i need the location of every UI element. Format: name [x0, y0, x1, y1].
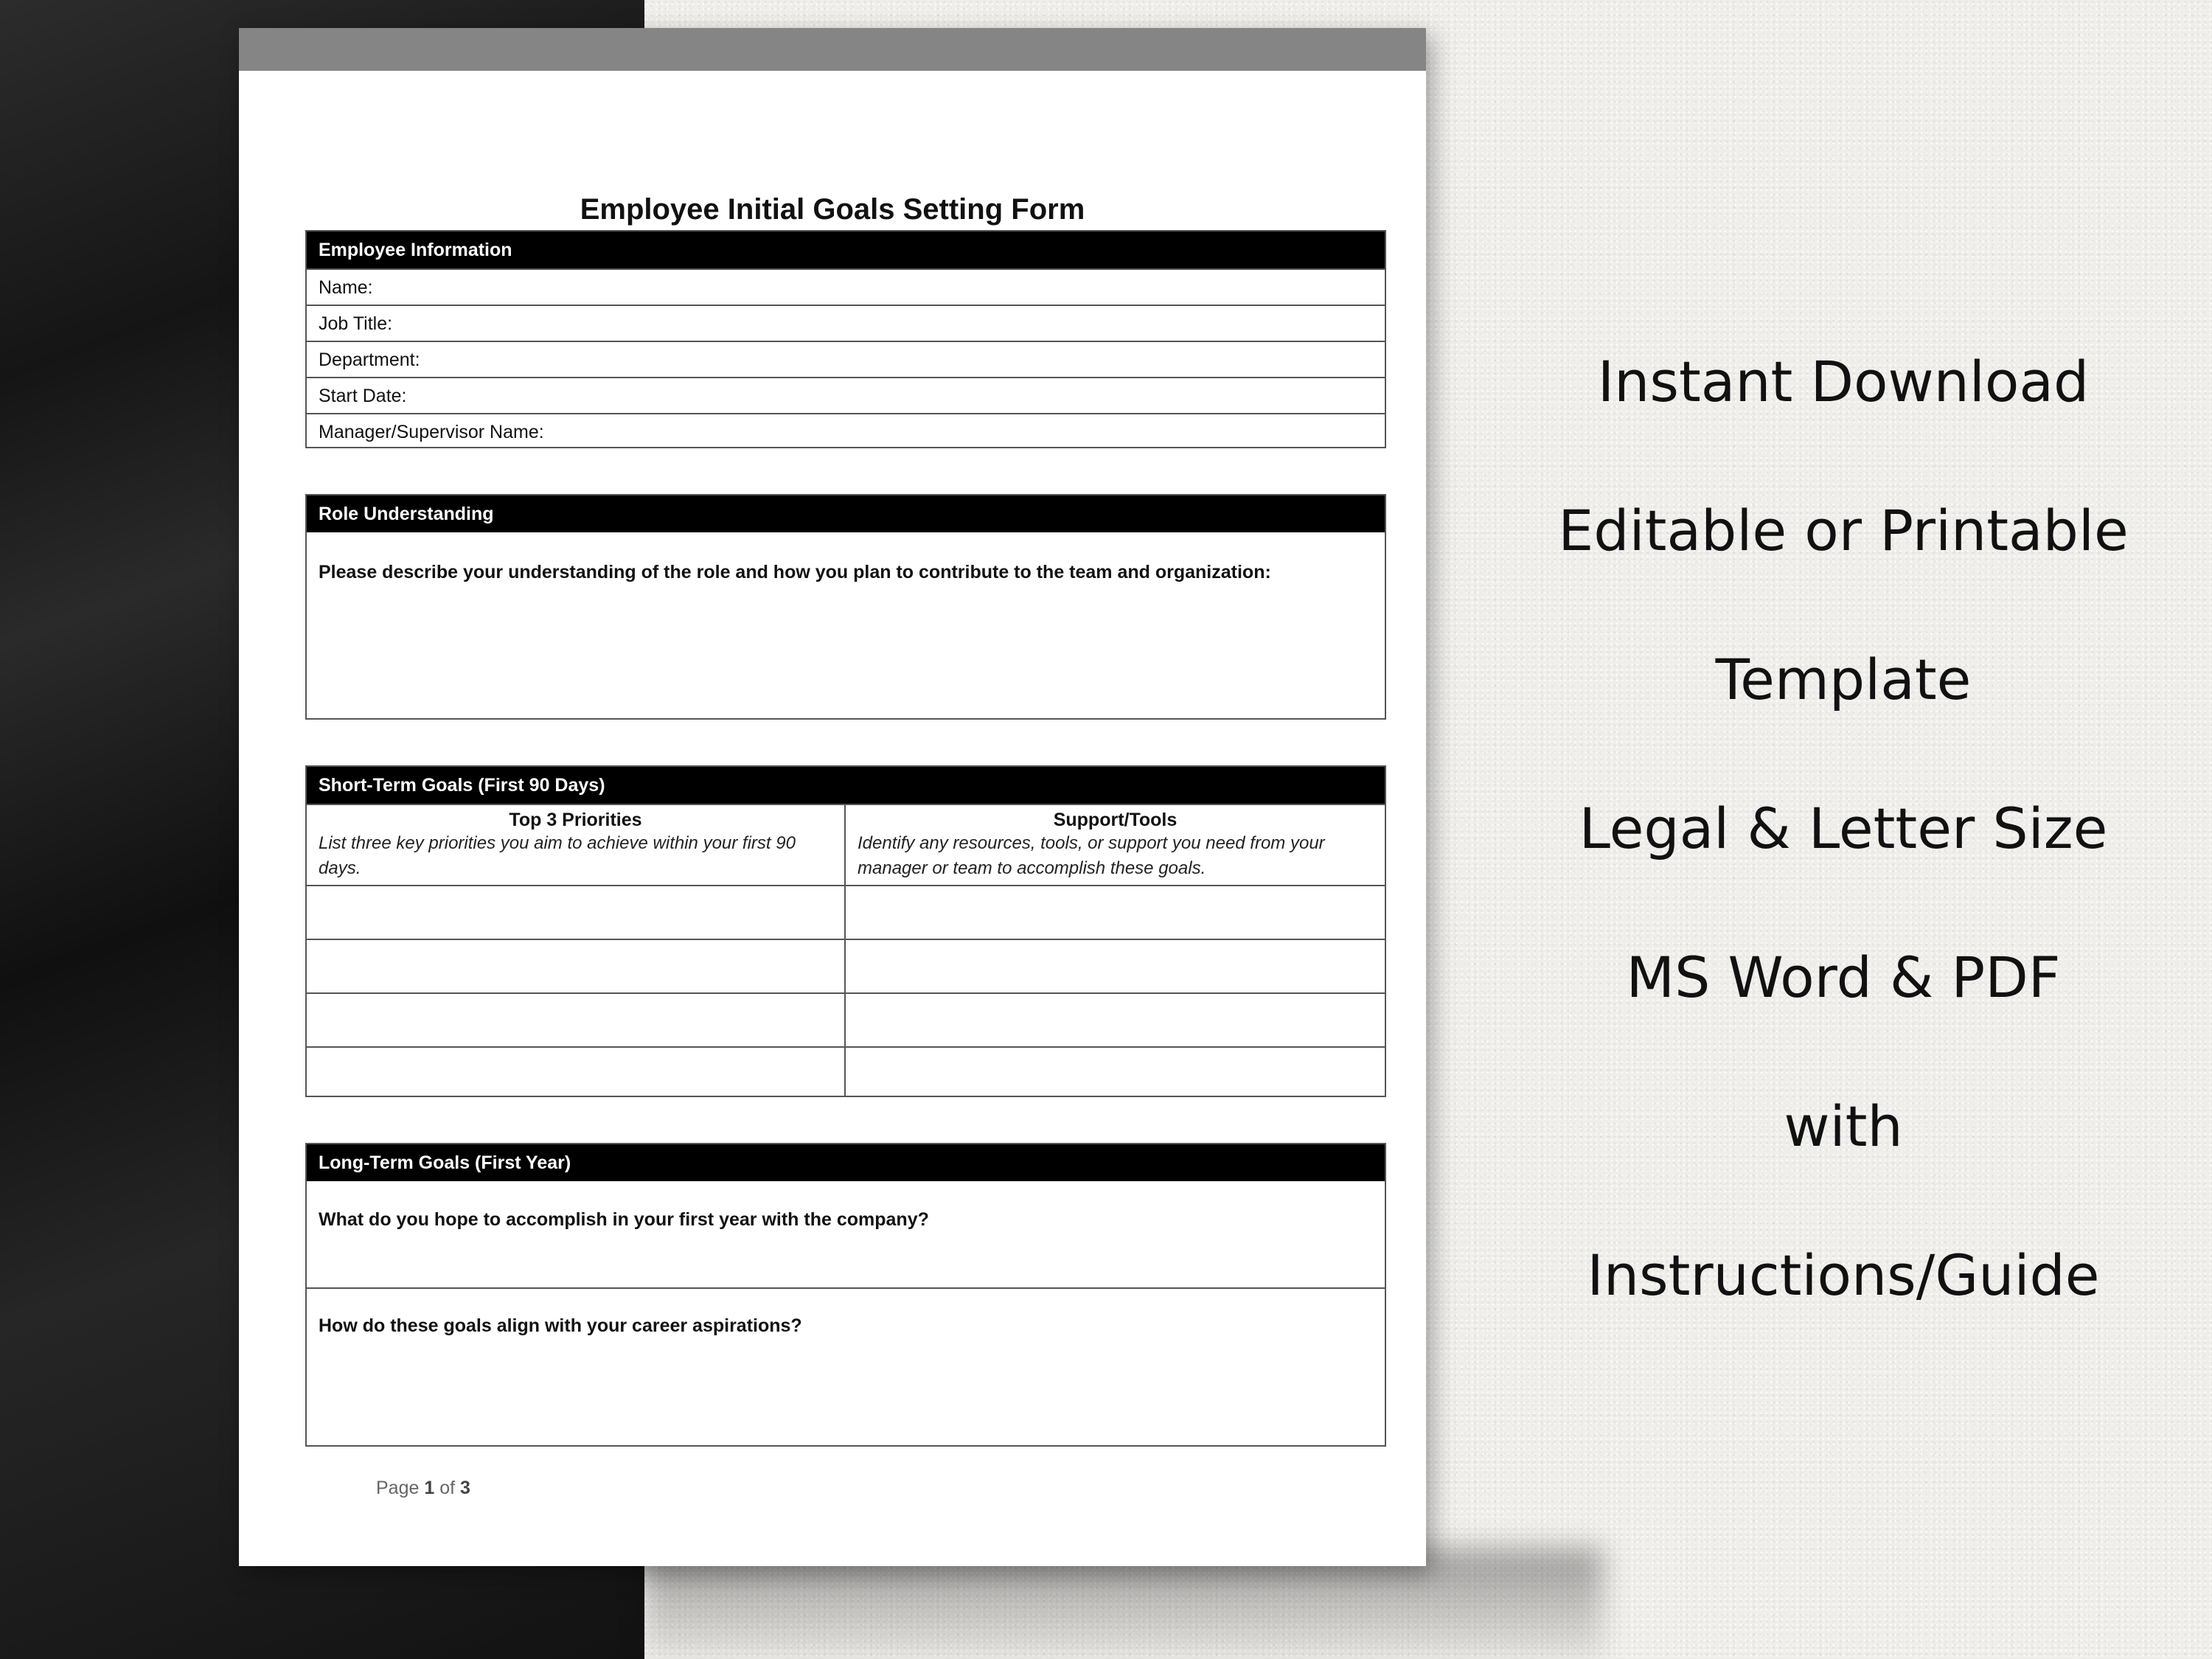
document-page: [239, 28, 1426, 1566]
long-term-goals-section: [305, 1143, 1386, 1447]
employee-information-section: [305, 230, 1386, 448]
support-description: Identify any resources, tools, or support you need from your manager or team to accomplish these goals.: [858, 833, 1325, 878]
section-heading: Role Understanding: [307, 495, 1385, 532]
role-prompt: Please describe your understanding of the role and how you plan to contribute to the team and organization:: [319, 562, 1271, 582]
priority-cell[interactable]: [307, 886, 846, 939]
page-separator: of: [439, 1478, 456, 1498]
feature-instant-download: Instant Download: [1597, 349, 2090, 414]
career-aspirations-question: How do these goals align with your career aspirations?: [319, 1315, 802, 1336]
manager-name-field[interactable]: Manager/Supervisor Name:: [307, 413, 1385, 449]
support-cell[interactable]: [846, 886, 1385, 939]
priorities-description: List three key priorities you aim to achieve within your first 90 days.: [319, 833, 796, 878]
priority-cell[interactable]: [307, 994, 846, 1046]
support-title: Support/Tools: [1053, 810, 1178, 830]
support-cell[interactable]: [846, 994, 1385, 1046]
page-total: 3: [460, 1478, 470, 1498]
goals-header-row: [307, 804, 1385, 885]
feature-template: Template: [1715, 647, 1972, 712]
feature-with: with: [1784, 1093, 1903, 1159]
page-prefix: Page: [376, 1478, 420, 1498]
table-row: [307, 1046, 1385, 1096]
section-heading: Employee Information: [307, 232, 1385, 268]
name-field[interactable]: Name:: [307, 268, 1385, 305]
table-row: [307, 939, 1385, 992]
table-row: [307, 992, 1385, 1046]
role-answer-area[interactable]: [307, 583, 1385, 701]
section-heading: Long-Term Goals (First Year): [307, 1144, 1385, 1181]
page-current: 1: [424, 1478, 435, 1498]
support-cell[interactable]: [846, 1048, 1385, 1096]
support-header-cell: [846, 805, 1385, 885]
job-title-field[interactable]: Job Title:: [307, 305, 1385, 341]
priority-cell[interactable]: [307, 940, 846, 992]
feature-instructions-guide: Instructions/Guide: [1587, 1242, 2100, 1308]
feature-editable-printable: Editable or Printable: [1558, 498, 2129, 563]
department-field[interactable]: Department:: [307, 341, 1385, 377]
form-title: Employee Initial Goals Setting Form: [580, 193, 1085, 226]
feature-word-pdf: MS Word & PDF: [1626, 945, 2061, 1010]
table-row: [307, 885, 1385, 939]
short-term-goals-section: [305, 765, 1386, 1097]
role-understanding-section: [305, 494, 1386, 720]
priority-cell[interactable]: [307, 1048, 846, 1096]
section-heading: Short-Term Goals (First 90 Days): [307, 767, 1385, 804]
first-year-question-area[interactable]: [307, 1181, 1385, 1287]
career-aspirations-question-area[interactable]: [307, 1287, 1385, 1445]
first-year-question: What do you hope to accomplish in your first year with the company?: [319, 1209, 929, 1230]
feature-legal-letter-size: Legal & Letter Size: [1579, 796, 2108, 861]
priorities-title: Top 3 Priorities: [509, 810, 642, 830]
start-date-field[interactable]: Start Date:: [307, 377, 1385, 413]
document-top-bar: [239, 28, 1426, 71]
support-cell[interactable]: [846, 940, 1385, 992]
priorities-header-cell: [307, 805, 846, 885]
page-number: [376, 1478, 470, 1499]
